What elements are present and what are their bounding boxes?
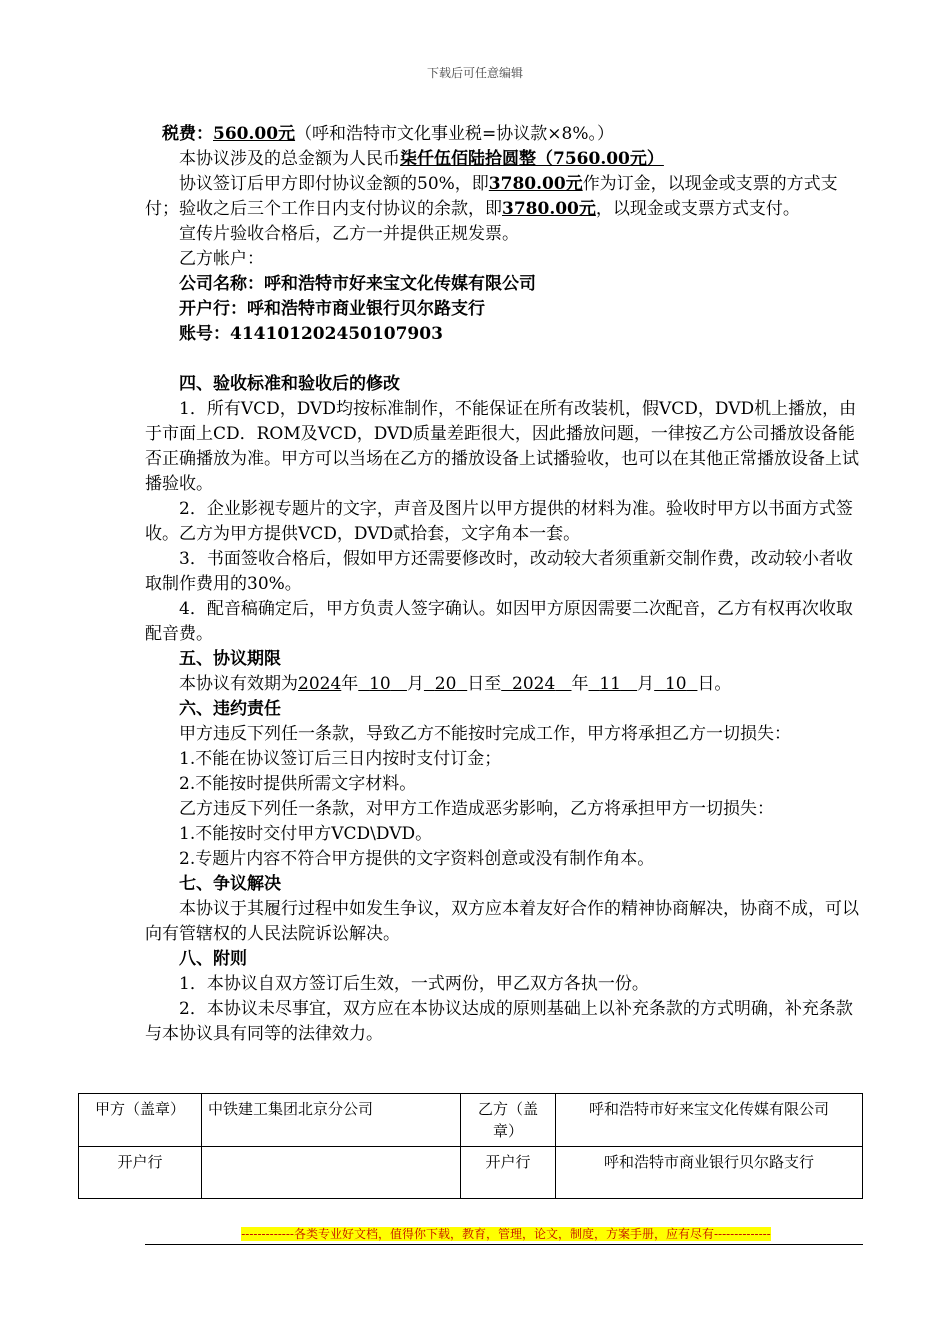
tax-note: （呼和浩特市文化事业税=协议款×8%。） bbox=[295, 124, 615, 144]
account-number: 账号：414101202450107903 bbox=[179, 324, 443, 344]
party-b-company: 呼和浩特市好来宝文化传媒有限公司 bbox=[556, 1094, 863, 1147]
party-b-breach-intro: 乙方违反下列任一条款，对甲方工作造成恶劣影响，乙方将承担甲方一切损失： bbox=[179, 799, 774, 819]
section-6-title: 六、违约责任 bbox=[179, 699, 281, 719]
total-amount: 柒仟伍佰陆拾圆整（7560.00元） bbox=[400, 149, 664, 169]
dispute-resolution-text: 本协议于其履行过程中如发生争议，双方应本着友好合作的精神协商解决，协商不成，可以向有管辖权的人民法院诉讼解决。 bbox=[145, 899, 859, 944]
party-a-seal-label: 甲方（盖章） bbox=[79, 1094, 202, 1147]
term-year-unit: 年 bbox=[341, 674, 359, 694]
party-a-breach-intro: 甲方违反下列任一条款，导致乙方不能按时完成工作，甲方将承担乙方一切损失： bbox=[179, 724, 791, 744]
section-8-item-1: 1．本协议自双方签订后生效，一式两份，甲乙双方各执一份。 bbox=[179, 974, 649, 994]
payment-paragraph bbox=[145, 172, 867, 222]
party-a-bank bbox=[202, 1147, 461, 1199]
party-a-company: 中铁建工集团北京分公司 bbox=[202, 1094, 461, 1147]
section-4-item-3: 3．书面签收合格后，假如甲方还需要修改时，改动较大者须重新交制作费，改动较小者收取制作费用的30%。 bbox=[145, 549, 853, 594]
page-header-note: 下载后可任意编辑 bbox=[426, 66, 523, 80]
total-line bbox=[145, 147, 867, 172]
party-a-bank-label: 开户行 bbox=[79, 1147, 202, 1199]
table-row bbox=[79, 1094, 863, 1147]
party-b-breach-2: 2.专题片内容不符合甲方提供的文字资料创意或没有制作角本。 bbox=[179, 849, 655, 869]
party-b-seal-label: 乙方（盖章） bbox=[461, 1094, 556, 1147]
term-end-day: 10 bbox=[664, 674, 687, 694]
party-b-bank-label: 开户行 bbox=[461, 1147, 556, 1199]
total-prefix: 本协议涉及的总金额为人民币 bbox=[179, 149, 400, 169]
term-prefix: 本协议有效期为 bbox=[179, 674, 298, 694]
party-a-breach-2: 2.不能按时提供所需文字材料。 bbox=[179, 774, 417, 794]
section-4-item-4: 4．配音稿确定后，甲方负责人签字确认。如因甲方原因需要二次配音，乙方有权再次收取配音费。 bbox=[145, 599, 853, 644]
term-start-month: 10 bbox=[369, 674, 391, 694]
tax-amount: 560.00元 bbox=[213, 124, 296, 144]
payment-text-2: 作为订金，以现金或支票的方式支付；验收之后三个工作日内支付协议的余款，即 bbox=[145, 174, 838, 219]
term-start-day: 20 bbox=[434, 674, 457, 694]
term-end-year: 2024 bbox=[512, 674, 556, 694]
tax-line bbox=[145, 122, 867, 147]
party-b-breach-1: 1.不能按时交付甲方VCD\DVD。 bbox=[179, 824, 433, 844]
party-b-bank: 呼和浩特市商业银行贝尔路支行 bbox=[556, 1147, 863, 1199]
term-month-unit-2: 月 bbox=[637, 674, 655, 694]
term-year-unit-2: 年 bbox=[571, 674, 589, 694]
document-body bbox=[145, 122, 867, 1047]
company-name: 公司名称：呼和浩特市好来宝文化传媒有限公司 bbox=[179, 274, 536, 294]
footer-text: -------------各类专业好文档，值得你下载，教育，管理，论文，制度，方案手册，应有尽有-------------- bbox=[241, 1227, 771, 1241]
term-day-to: 日至 bbox=[467, 674, 502, 694]
bank-name: 开户行：呼和浩特市商业银行贝尔路支行 bbox=[179, 299, 485, 319]
invoice-line: 宣传片验收合格后，乙方一并提供正规发票。 bbox=[179, 224, 519, 244]
party-a-breach-1: 1.不能在协议签订后三日内按时支付订金； bbox=[179, 749, 502, 769]
section-8-title: 八、附则 bbox=[179, 949, 247, 969]
section-4-title: 四、验收标准和验收后的修改 bbox=[179, 374, 400, 394]
table-row bbox=[79, 1147, 863, 1199]
section-7-title: 七、争议解决 bbox=[179, 874, 281, 894]
tax-label: 税费： bbox=[162, 124, 213, 144]
section-8-item-2: 2．本协议未尽事宜，双方应在本协议达成的原则基础上以补充条款的方式明确，补充条款与本协议具有同等的法律效力。 bbox=[145, 999, 853, 1044]
section-4-item-2: 2．企业影视专题片的文字，声音及图片以甲方提供的材料为准。验收时甲方以书面方式签收。乙方为甲方提供VCD，DVD贰拾套，文字角本一套。 bbox=[145, 499, 853, 544]
term-month-unit: 月 bbox=[406, 674, 424, 694]
term-line bbox=[145, 672, 867, 697]
term-day-end: 日。 bbox=[697, 674, 732, 694]
footer-rule bbox=[145, 1244, 863, 1245]
payment-text-3: ，以现金或支票方式支付。 bbox=[595, 199, 800, 219]
section-4-item-1: 1．所有VCD，DVD均按标准制作，不能保证在所有改装机，假VCD，DVD机上播放，由于市面上CD．ROM及VCD，DVD质量差距很大，因此播放问题，一律按乙方公司播放设备能否正确播放为准。甲方可以当场在乙方的播放设备上试播验收，也可以在其他正常播放设备上试播验收。 bbox=[145, 399, 859, 494]
section-5-title: 五、协议期限 bbox=[179, 649, 281, 669]
payment-amount-2: 3780.00元 bbox=[502, 199, 596, 219]
payment-amount-1: 3780.00元 bbox=[488, 174, 583, 194]
signature-table bbox=[78, 1093, 863, 1199]
account-title: 乙方帐户： bbox=[179, 249, 264, 269]
footer-banner bbox=[145, 1226, 867, 1242]
payment-text-1: 协议签订后甲方即付协议金额的50%，即 bbox=[179, 174, 489, 194]
term-start-year: 2024 bbox=[298, 674, 342, 694]
term-end-month: 11 bbox=[599, 674, 621, 694]
